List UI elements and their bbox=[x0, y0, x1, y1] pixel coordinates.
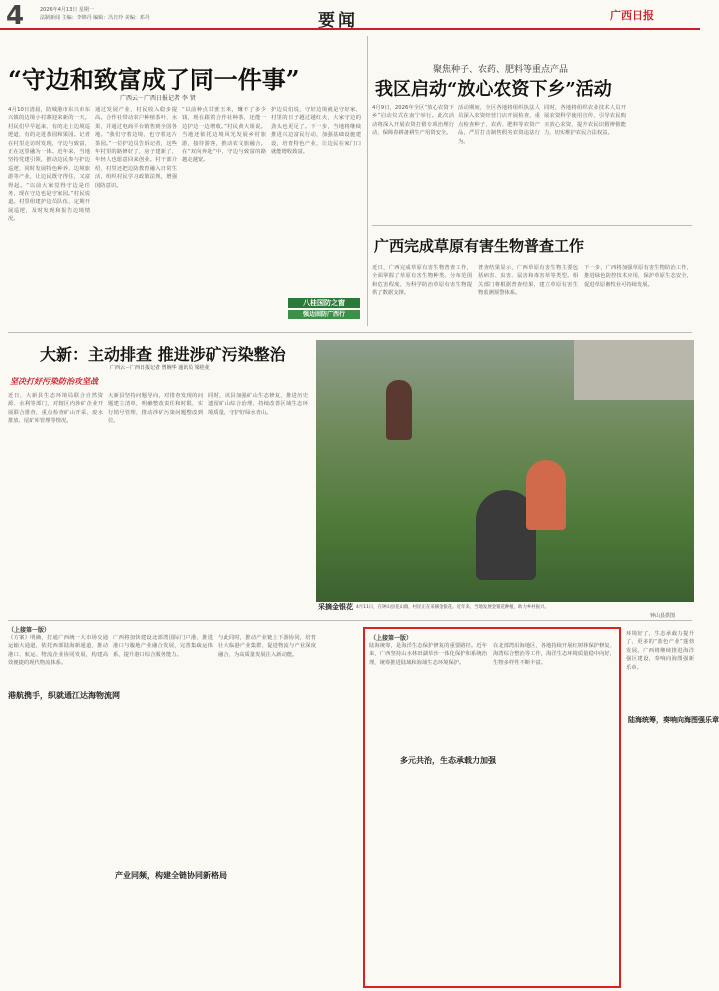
photo-caption: 4月11日，在钟山县花山镇，村民正在采摘金银花。近年来，当地发展金银花种植，助力乡村振兴。 bbox=[356, 605, 549, 610]
bottom-right-col2: 在北部湾沿海地区，各地持续开展红树林保护修复、海湾综合整治等工作，海洋生态环境质量稳中向好，生物多样性不断丰富。 bbox=[493, 643, 615, 666]
date-line: 2026年4月13日 星期一 bbox=[40, 7, 94, 13]
article-pollution-col3: 同时，该县加强矿山生态修复，推进历史遗留矿山综合治理，持续改善区域生态环境质量，守护好绿水青山。 bbox=[208, 393, 308, 416]
article-pollution-col2: 大新县坚持问题导向，对排查发现的问题建立清单，明确整改责任和时限，实行销号管理，推动涉矿污染问题整改到位。 bbox=[108, 393, 203, 425]
article-farm-col1: 4月9日，2026年全区“放心农资下乡”启动仪式在南宁举行。此次活动将深入开展农资打假专项治理行动，保障春耕备耕生产用资安全。 bbox=[372, 105, 454, 137]
divider bbox=[8, 332, 692, 333]
honeysuckle-photo bbox=[316, 340, 694, 602]
bottom-left-col2: 广西将加快建设北部湾国际门户港，推进港口与腹地产业融合发展，完善集疏运体系，提升港口综合服务能力。 bbox=[113, 635, 213, 658]
photo-credit: 钟山县供图 bbox=[650, 613, 676, 619]
newspaper-logo: 广西日报 bbox=[610, 9, 654, 22]
article-border-col4: 护边员们说，守好边境就是守好家，村里的日子越过越红火，大家守边的劲头也更足了。下一步，当地将继续推进兴边富民行动，加强基础设施建设，培育特色产业，让边民在家门口就能增收致富。 bbox=[271, 107, 361, 156]
edition-line: 法制新闻 主编：李锦丹 编辑：冯日玲 美编：邓丹 bbox=[40, 15, 150, 21]
article-grass-col3: 下一步，广西将加强草原有害生物防治工作，推进绿色防控技术应用，保护草原生态安全，促进草原畜牧业可持续发展。 bbox=[584, 265, 692, 288]
bottom-left-subhead-2: 产业同频，构建全链协同新格局 bbox=[115, 870, 227, 880]
article-grass-col1: 近日，广西完成草原有害生物普查工作，全面掌握了草原有害生物种类、分布范围和危害程度，为科学防治草原有害生物提供了数据支撑。 bbox=[372, 265, 472, 297]
article-farm-col3: 同时，各地将组织农业技术人员开展农资科学使用宣传，引导农民购买放心农资，提升农民识假辨假能力，切实维护农民合法权益。 bbox=[544, 105, 626, 137]
article-border-byline: 广西云－广西日报记者 李 贤 bbox=[120, 95, 196, 102]
article-pollution-byline: 广西云－广西日报记者 曾婉华 通讯员 梁桂花 bbox=[110, 365, 210, 371]
bottom-left-col1: 《方案》明确，打通广西统一大市场交通运输大通道，依托西部陆海新通道，推动港口、航运、物流企业协同发展，构建高效便捷的现代物流体系。 bbox=[8, 635, 108, 667]
article-pollution-col1: 近日，大新县生态环境局联合自然资源、水利等部门，对辖区内涉矿企业开展联合排查，重点检查矿山开采、废水排放、尾矿库管理等情况。 bbox=[8, 393, 103, 425]
column-tag: 八桂国防之窗 bbox=[288, 298, 360, 308]
campaign-banner: 坚决打好污染防治攻坚战 bbox=[10, 376, 98, 386]
article-border-col3: “以前种点甘蔗玉米，赚不了多少钱，现在跟着合作社种茶，还能一边护边一边增收。”村民黄大姐说。当地还依托边境风光发展乡村旅游，接待游客，推动农文旅融合。在“双向奔赴”中，守边与致富的路越走越宽。 bbox=[182, 107, 266, 164]
photo-caption-title: 采摘金银花 bbox=[318, 602, 353, 611]
bottom-right-subhead-2: 陆海统筹，奏响向海图强乐章 bbox=[628, 715, 719, 724]
continued-marker: （上接第一版） bbox=[8, 627, 51, 634]
article-farm-headline: 我区启动“放心农资下乡”活动 bbox=[375, 79, 612, 100]
article-farm-col2: 活动期间，全区各地将组织执法人员深入农资经营门店开展检查，重点检查种子、农药、肥料等农资产品，严厉打击制售假劣农资违法行为。 bbox=[458, 105, 540, 145]
article-border-col1: 4月10日清晨，防城港市东兴市东兴镇的边境小村寨迎来新的一天。村民们早早起来，有的走上边境巡逻道，有的走进茶园和果园。记者在村里走访时发现，守边与致富，正在这里融为一体。近年来，当地坚持党建引领，推动边民参与护边巡逻，同时发展特色种养、边境旅游等产业，让边民既守得住，又富得起。“以前大家觉得守边是任务，现在守边也是守家园。”村民说道。村里组建护边员队伍，定期开展巡逻，及时发现和报告边境情况。 bbox=[8, 107, 90, 223]
divider bbox=[372, 225, 692, 226]
bottom-left-col3: 与此同时，推动产业链上下游协同，培育壮大临港产业集群，促进物流与产业深度融合，为高质量发展注入新动能。 bbox=[218, 635, 316, 658]
article-border-col2: 通过发展产业，村民收入稳步提高。合作社带动农户种植茶叶、水果，并通过电商平台销售到全国各地。“我们守着边境，也守着这片茶园。”一位护边员告诉记者，这些年村里的路修好了，房子建新了，年轻人也愿意回来创业。村干部介绍，村里还把边防教育融入日常生活，组织村民学习政策法规，增强国防意识。 bbox=[95, 107, 177, 189]
article-border-headline: “守边和致富成了同一件事” bbox=[8, 65, 300, 94]
page-number: 4 bbox=[6, 1, 25, 31]
article-grass-headline: 广西完成草原有害生物普查工作 bbox=[374, 237, 585, 255]
divider bbox=[8, 620, 692, 621]
column-tag-sub: 强边固防广西行 bbox=[288, 310, 360, 319]
section-title: 要闻 bbox=[318, 11, 358, 31]
divider bbox=[367, 36, 368, 326]
article-farm-kicker: 聚焦种子、农药、肥料等重点产品 bbox=[433, 65, 569, 75]
continued-marker-right: （上接第一版） bbox=[370, 635, 413, 642]
article-pollution-headline: 大新：主动排查 推进涉矿污染整治 bbox=[40, 345, 286, 364]
bottom-right-col1: 陆海统筹，是海洋生态保护修复的重要路径。近年来，广西坚持山水林田湖草沙一体化保护和系统治理，统筹推进陆域和海域生态环境保护。 bbox=[369, 643, 487, 666]
article-grass-col2: 普查结果显示，广西草原有害生物主要包括病害、虫害、鼠害和毒害草等类型。相关部门将根据普查结果，建立草原有害生物监测预警体系。 bbox=[478, 265, 578, 297]
bottom-right-col3: 环境好了，生态承载力提升了，更多的“蓝色产业”蓬勃发展。广西将继续推进海洋强区建设，奏响向海图强新乐章。 bbox=[626, 631, 694, 671]
bottom-left-subhead-1: 港航携手，织就通江达海物流网 bbox=[8, 690, 120, 700]
bottom-right-subhead-1: 多元共治，生态承载力加强 bbox=[400, 755, 496, 765]
